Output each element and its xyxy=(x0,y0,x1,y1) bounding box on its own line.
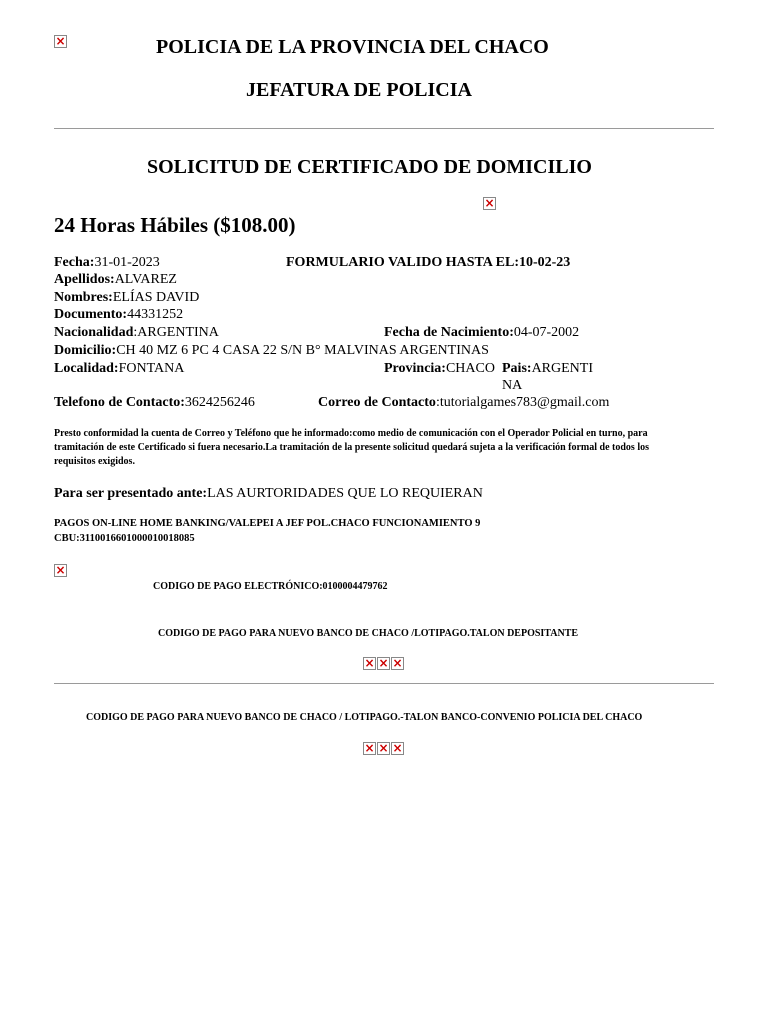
domicilio-value: CH 40 MZ 6 PC 4 CASA 22 S/N B° MALVINAS ARGENTINAS xyxy=(116,343,489,358)
broken-image-icon xyxy=(377,657,390,670)
valid-until xyxy=(286,254,570,271)
fecha-value: 31-01-2023 xyxy=(94,255,160,270)
broken-image-icon xyxy=(483,197,496,210)
notice-line-2: tramitación de este Certificado si fuera necesario.La tramitación de la presente solicitud quedará sujeta a la verificación formal de todos los xyxy=(54,442,649,453)
fecha-label: Fecha: xyxy=(54,255,95,270)
nombres-label: Nombres: xyxy=(54,290,113,305)
consent-notice xyxy=(54,427,649,469)
nacionalidad-value: :ARGENTINA xyxy=(133,325,219,340)
provincia-value: CHACO xyxy=(445,361,495,376)
service-type: 24 Horas Hábiles ($108.00) xyxy=(54,213,296,237)
presentado-label: Para ser presentado ante: xyxy=(54,486,208,501)
nombres-row xyxy=(54,289,199,306)
broken-image-icon xyxy=(363,657,376,670)
broken-image-icon xyxy=(363,742,376,755)
broken-image-icon xyxy=(54,35,67,48)
notice-line-3: requisitos exigidos. xyxy=(54,456,135,467)
pais-label: Pais: xyxy=(502,361,532,376)
provincia-row xyxy=(384,360,495,377)
pais-value: ARGENTI xyxy=(531,361,593,376)
correo-row xyxy=(318,394,609,411)
document-title: SOLICITUD DE CERTIFICADO DE DOMICILIO xyxy=(147,156,592,178)
codigo-banco: CODIGO DE PAGO PARA NUEVO BANCO DE CHACO / LOTIPAGO.-TALON BANCO-CONVENIO POLICIA DEL CHACO xyxy=(86,712,643,723)
apellidos-row xyxy=(54,271,177,288)
codigo-electronico: CODIGO DE PAGO ELECTRÓNICO:0100004479762 xyxy=(153,581,388,592)
correo-value: :tutorialgames783@gmail.com xyxy=(435,395,610,410)
telefono-row xyxy=(54,394,255,411)
apellidos-value: ALVAREZ xyxy=(114,272,177,287)
presentado-value: LAS AURTORIDADES QUE LO REQUIERAN xyxy=(207,486,483,501)
divider xyxy=(54,128,714,129)
domicilio-row xyxy=(54,342,489,359)
nacimiento-row xyxy=(384,324,579,341)
nacionalidad-label: Nacionalidad xyxy=(54,325,134,340)
pais-value-continued: NA xyxy=(502,378,523,393)
documento-value: 44331252 xyxy=(127,307,184,322)
broken-image-icon xyxy=(54,564,67,577)
cbu: CBU:3110016601000010018085 xyxy=(54,533,195,544)
notice-line-1: Presto conformidad la cuenta de Correo y Teléfono que he informado:como medio de comunicación con el Operador Policial en turno, para xyxy=(54,428,648,439)
pais-row xyxy=(502,360,593,377)
presentado-row xyxy=(54,485,483,502)
nacimiento-value: 04-07-2002 xyxy=(513,325,580,340)
broken-image-icon xyxy=(377,742,390,755)
fecha-row xyxy=(54,254,160,271)
broken-image-icon xyxy=(391,657,404,670)
documento-label: Documento: xyxy=(54,307,128,322)
localidad-value: FONTANA xyxy=(118,361,185,376)
valid-until-label: FORMULARIO VALIDO HASTA EL:10-02-23 xyxy=(286,255,571,270)
localidad-row xyxy=(54,360,184,377)
nombres-value: ELÍAS DAVID xyxy=(112,290,200,305)
provincia-label: Provincia: xyxy=(384,361,446,376)
correo-label: Correo de Contacto xyxy=(318,395,436,410)
pagos-online: PAGOS ON-LINE HOME BANKING/VALEPEI A JEF POL.CHACO FUNCIONAMIENTO 9 xyxy=(54,518,481,529)
telefono-label: Telefono de Contacto: xyxy=(54,395,185,410)
domicilio-label: Domicilio: xyxy=(54,343,117,358)
apellidos-label: Apellidos: xyxy=(54,272,115,287)
divider xyxy=(54,683,714,684)
org-title: POLICIA DE LA PROVINCIA DEL CHACO xyxy=(156,36,549,58)
codigo-depositante: CODIGO DE PAGO PARA NUEVO BANCO DE CHACO /LOTIPAGO.TALON DEPOSITANTE xyxy=(158,628,579,639)
nacionalidad-row xyxy=(54,324,219,341)
nacimiento-label: Fecha de Nacimiento: xyxy=(384,325,514,340)
broken-image-icon xyxy=(391,742,404,755)
dept-title: JEFATURA DE POLICIA xyxy=(246,79,472,101)
telefono-value: 3624256246 xyxy=(184,395,255,410)
documento-row xyxy=(54,306,183,323)
localidad-label: Localidad: xyxy=(54,361,119,376)
